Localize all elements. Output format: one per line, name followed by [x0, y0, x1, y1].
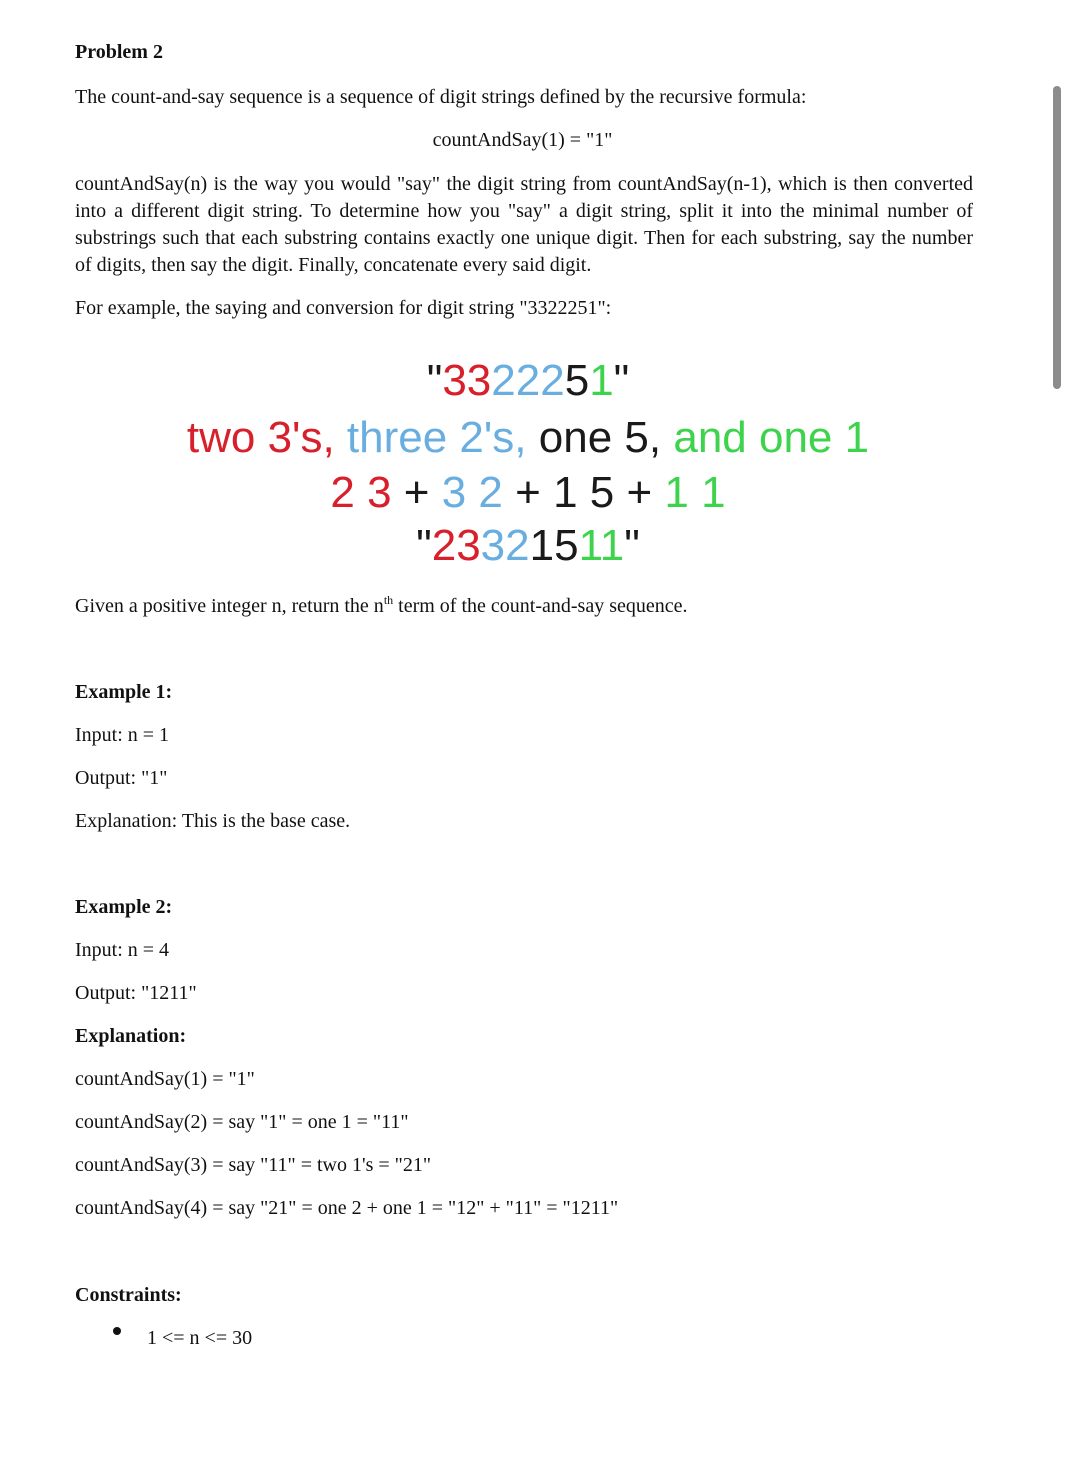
figure-dark-digits: 5: [564, 356, 590, 405]
intro-text: The count-and-say sequence is a sequence of digit strings defined by the recursive formula:: [75, 86, 807, 108]
example1-heading: Example 1:: [75, 681, 173, 703]
figure-green-pair: 1 1: [664, 468, 726, 517]
figure-quote: ": [416, 521, 432, 570]
figure-red-pair: 2 3: [330, 468, 392, 517]
figure-quote: ": [624, 521, 640, 570]
example2-step: countAndSay(2) = say "1" = one 1 = "11": [75, 1111, 409, 1133]
constraint-item: 1 <= n <= 30: [147, 1327, 253, 1349]
figure-plus: +: [403, 468, 430, 517]
figure-line-result: [0, 521, 1056, 571]
figure-blue-pair: 3 2: [441, 468, 503, 517]
figure-dark-words: one 5,: [538, 413, 662, 462]
figure-green-result: 11: [578, 521, 625, 570]
figure-red-result: 23: [431, 521, 481, 570]
constraints-heading: Constraints:: [75, 1284, 182, 1306]
base-formula: countAndSay(1) = "1": [432, 129, 613, 151]
vertical-scrollbar[interactable]: [1053, 86, 1061, 389]
example2-step: countAndSay(4) = say "21" = one 2 + one 1 = "12" + "11" = "1211": [75, 1197, 619, 1219]
figure-plus: +: [626, 468, 653, 517]
figure-line-pairs: [0, 468, 1056, 518]
example2-input: Input: n = 4: [75, 939, 170, 961]
figure-blue-digits: 222: [491, 356, 565, 405]
figure-dark-result: 15: [529, 521, 579, 570]
figure-dark-pair: 1 5: [553, 468, 615, 517]
figure-quote: ": [426, 356, 443, 405]
example2-output: Output: "1211": [75, 982, 197, 1004]
figure-quote: ": [613, 356, 630, 405]
task-statement: Given a positive integer n, return the $n^{th}$ term of the count-and-say sequence.: [75, 593, 688, 617]
bullet-icon: [113, 1327, 121, 1335]
figure-line-input: [0, 356, 1056, 406]
problem-title: Problem 2: [75, 41, 163, 63]
figure-blue-words: three 2's,: [346, 413, 527, 462]
example1-output: Output: "1": [75, 767, 168, 789]
example2-heading: Example 2:: [75, 896, 173, 918]
example1-explanation: Explanation: This is the base case.: [75, 810, 351, 832]
example1-input: Input: n = 1: [75, 724, 170, 746]
figure-green-digits: 1: [589, 356, 614, 405]
figure-line-saying: [0, 413, 1056, 463]
figure-green-words: and one 1: [673, 413, 870, 462]
example-lead-text: For example, the saying and conversion for digit string "3322251":: [75, 297, 612, 319]
figure-plus: +: [515, 468, 541, 517]
definition-paragraph: countAndSay(n) is the way you would "say" the digit string from countAndSay(n-1), which is then converted into a different digit string. To determine how you "say" a digit string, split it into the minimal number of substrings such that each substring contains exactly one unique digit. Then for each substring, say the number of digits, then say the digit. Finally, concatenate every said digit.: [75, 173, 973, 276]
figure-red-digits: 33: [442, 356, 492, 405]
figure-red-words: two 3's,: [186, 413, 335, 462]
example2-explanation-heading: Explanation:: [75, 1025, 187, 1047]
figure-blue-result: 32: [480, 521, 530, 570]
example2-step: countAndSay(1) = "1": [75, 1068, 255, 1090]
example2-step: countAndSay(3) = say "11" = two 1's = "21": [75, 1154, 431, 1176]
